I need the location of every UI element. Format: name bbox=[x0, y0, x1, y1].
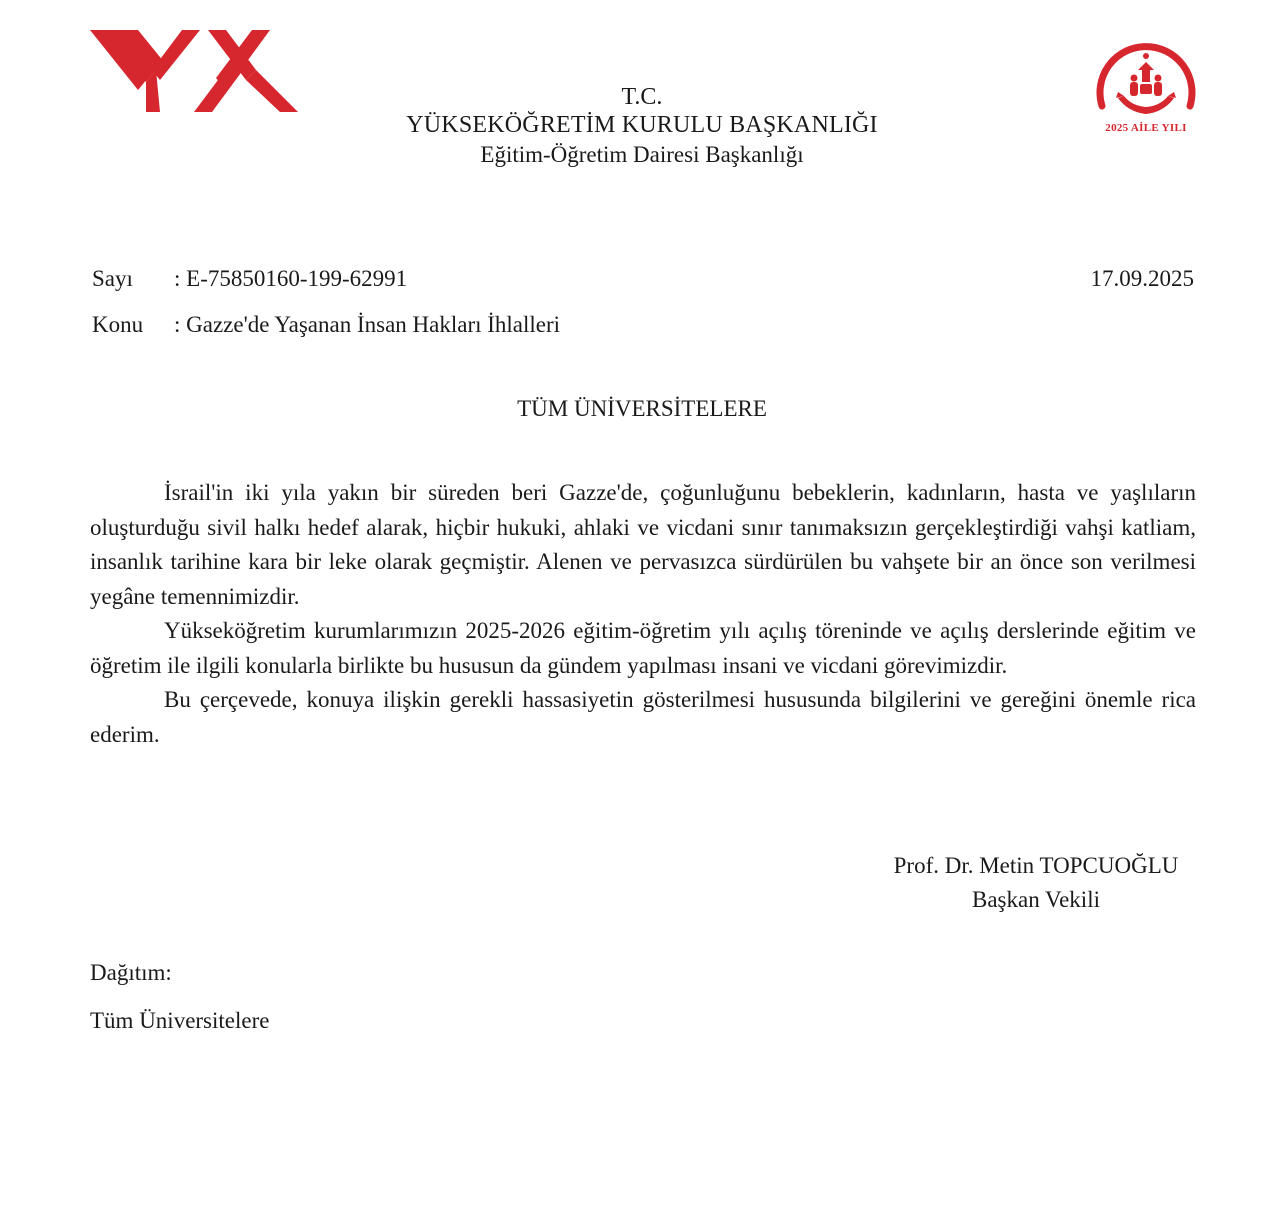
header-tc: T.C. bbox=[621, 84, 663, 110]
yok-logo bbox=[86, 30, 302, 112]
addressee: TÜM ÜNİVERSİTELERE bbox=[517, 396, 767, 421]
sayi-value: : E-75850160-199-62991 bbox=[174, 266, 408, 291]
letter-body bbox=[90, 476, 1196, 752]
body-paragraph: Bu çerçevede, konuya ilişkin gerekli hassasiyetin gösterilmesi hususunda bilgilerini ve gereğini önemle rica ederim. bbox=[90, 687, 1196, 747]
sayi-label: Sayı bbox=[92, 266, 133, 291]
distribution-label: Dağıtım: bbox=[90, 960, 172, 985]
konu-label: Konu bbox=[92, 312, 144, 337]
body-paragraph: İsrail'in iki yıla yakın bir süreden beri Gazze'de, çoğunluğunu bebeklerin, kadınların, hasta ve yaşlıların oluşturduğu sivil halkı hedef alarak, hiçbir hukuki, ahlaki ve vicdani sınır tanımaksızın gerçekleştirdiği vahşi katliam, insanlık tarihine kara bir leke olarak geçmiştir. Alenen ve pervasızca sürdürülen bu vahşete bir an önce son verilmesi yegâne temennimizdir. bbox=[90, 480, 1196, 609]
body-paragraph: Yükseköğretim kurumlarımızın 2025-2026 eğitim-öğretim yılı açılış töreninde ve açılış derslerinde eğitim ve öğretim ile ilgili konularla birlikte bu hususun da gündem yapılması insani ve vicdani görevimizdir. bbox=[90, 618, 1196, 678]
document-date: 17.09.2025 bbox=[1090, 266, 1194, 291]
aile-yili-caption: 2025 AİLE YILI bbox=[1105, 122, 1187, 134]
header-department: Eğitim-Öğretim Dairesi Başkanlığı bbox=[480, 142, 804, 167]
distribution-value: Tüm Üniversitelere bbox=[90, 1008, 270, 1033]
signatory-name: Prof. Dr. Metin TOPCUOĞLU bbox=[893, 853, 1179, 878]
signatory-title: Başkan Vekili bbox=[972, 887, 1100, 912]
konu-value: : Gazze'de Yaşanan İnsan Hakları İhlalleri bbox=[174, 312, 561, 337]
header-institution: YÜKSEKÖĞRETİM KURULU BAŞKANLIĞI bbox=[406, 112, 878, 138]
